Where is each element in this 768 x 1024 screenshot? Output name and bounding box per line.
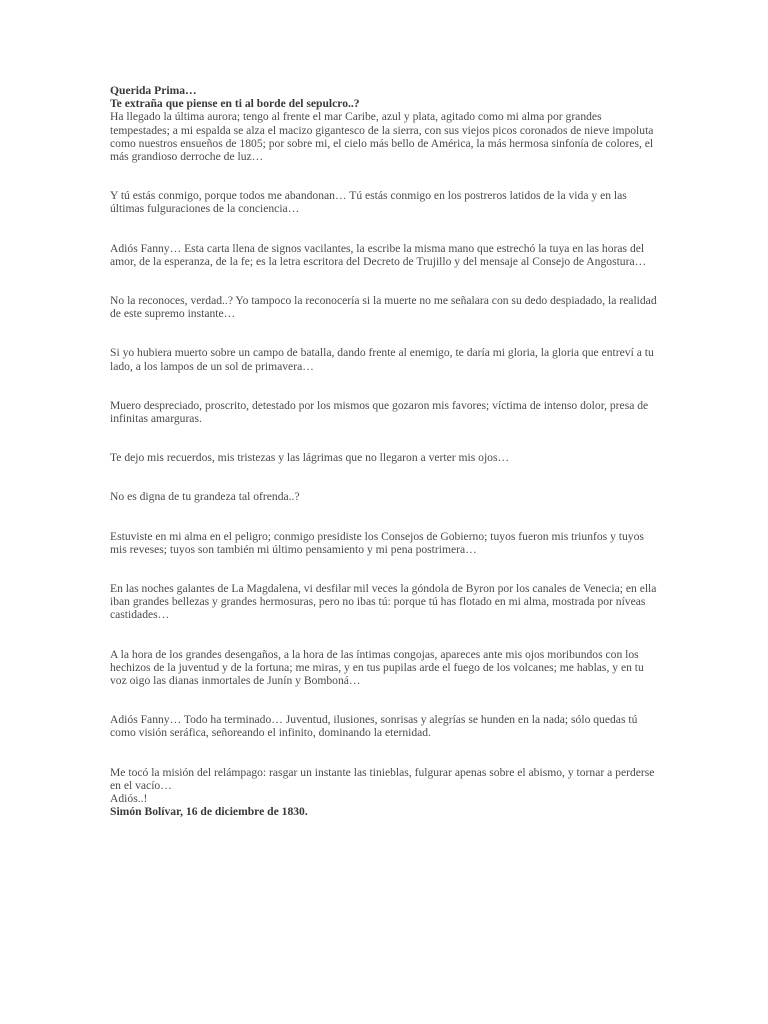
- farewell: Adiós..!: [110, 792, 148, 806]
- paragraph-6: Muero despreciado, proscrito, detestado por los mismos que gozaron mis favores; víctima de intenso dolor, presa de infinitas amarguras.: [110, 398, 649, 426]
- paragraph-13: Me tocó la misión del relámpago: rasgar un instante las tinieblas, fulgurar apenas sobre el abismo, y tornar a perderse en el vacío…: [110, 765, 655, 792]
- subtitle: Te extraña que piense en ti al borde del sepulcro..?: [110, 97, 360, 111]
- paragraph-7: Te dejo mis recuerdos, mis tristezas y las lágrimas que no llegaron a verter mis ojos…: [110, 451, 510, 465]
- paragraph-9: Estuviste en mi alma en el peligro; conmigo presidiste los Consejos de Gobierno; tuyos fueron mis triunfos y tuyos mis reveses; tuyos son también mi último pensamiento y mi pena postrimera…: [110, 529, 644, 556]
- signature: Simón Bolívar, 16 de diciembre de 1830.: [110, 805, 308, 819]
- paragraph-11: A la hora de los grandes desengaños, a la hora de las íntimas congojas, apareces ante mis ojos moribundos con los hechizos de la juventud y de la fortuna; me miras, y en tus pupilas arde el fuego de los volcanes; me hablas, y en tu voz oigo las dianas inmortales de Junín y Bomboná…: [110, 647, 644, 688]
- salutation: Querida Prima…: [110, 84, 197, 97]
- paragraph-3: Adiós Fanny… Esta carta llena de signos vacilantes, la escribe la misma mano que estrechó la tuya en las horas del amor, de la esperanza, de la fe; es la letra escritora del Decreto de Trujillo y del mensaje al Consejo de Angostura…: [110, 241, 647, 268]
- paragraph-10: En las noches galantes de La Magdalena, vi desfilar mil veces la góndola de Byron por los canales de Venecia; en ella iban grandes bellezas y grandes hermosuras, pero no ibas tú: porque tú has flotado en mi alma, mostrada por níveas castidades…: [110, 582, 657, 622]
- letter-body: [110, 84, 658, 819]
- paragraph-2: Y tú estás conmigo, porque todos me abandonan… Tú estás conmigo en los postreros latidos de la vida y en las últimas fulguraciones de la conciencia…: [110, 189, 627, 216]
- paragraph-8: No es digna de tu grandeza tal ofrenda..?: [110, 490, 300, 504]
- paragraph-12: Adiós Fanny… Todo ha terminado… Juventud, ilusiones, sonrisas y alegrías se hunden en la nada; sólo quedas tú como visión seráfica, señoreando el infinito, dominando la eternidad.: [110, 713, 638, 740]
- paragraph-5: Si yo hubiera muerto sobre un campo de batalla, dando frente al enemigo, te daría mi gloria, la gloria que entreví a tu lado, a los lampos de un sol de primavera…: [110, 346, 654, 373]
- paragraph-1: Ha llegado la última aurora; tengo al frente el mar Caribe, azul y plata, agitado como mi alma por grandes tempestades; a mi espalda se alza el macizo gigantesco de la sierra, con sus viejos picos coronados de nieve impoluta como nuestros ensueños de 1805; por sobre mi, el cielo más bello de América, la más hermosa sinfonía de colores, el más grandioso derroche de luz…: [110, 110, 654, 164]
- paragraph-4: No la reconoces, verdad..? Yo tampoco la reconocería si la muerte no me señalara con su dedo despiadado, la realidad de este supremo instante…: [110, 294, 657, 321]
